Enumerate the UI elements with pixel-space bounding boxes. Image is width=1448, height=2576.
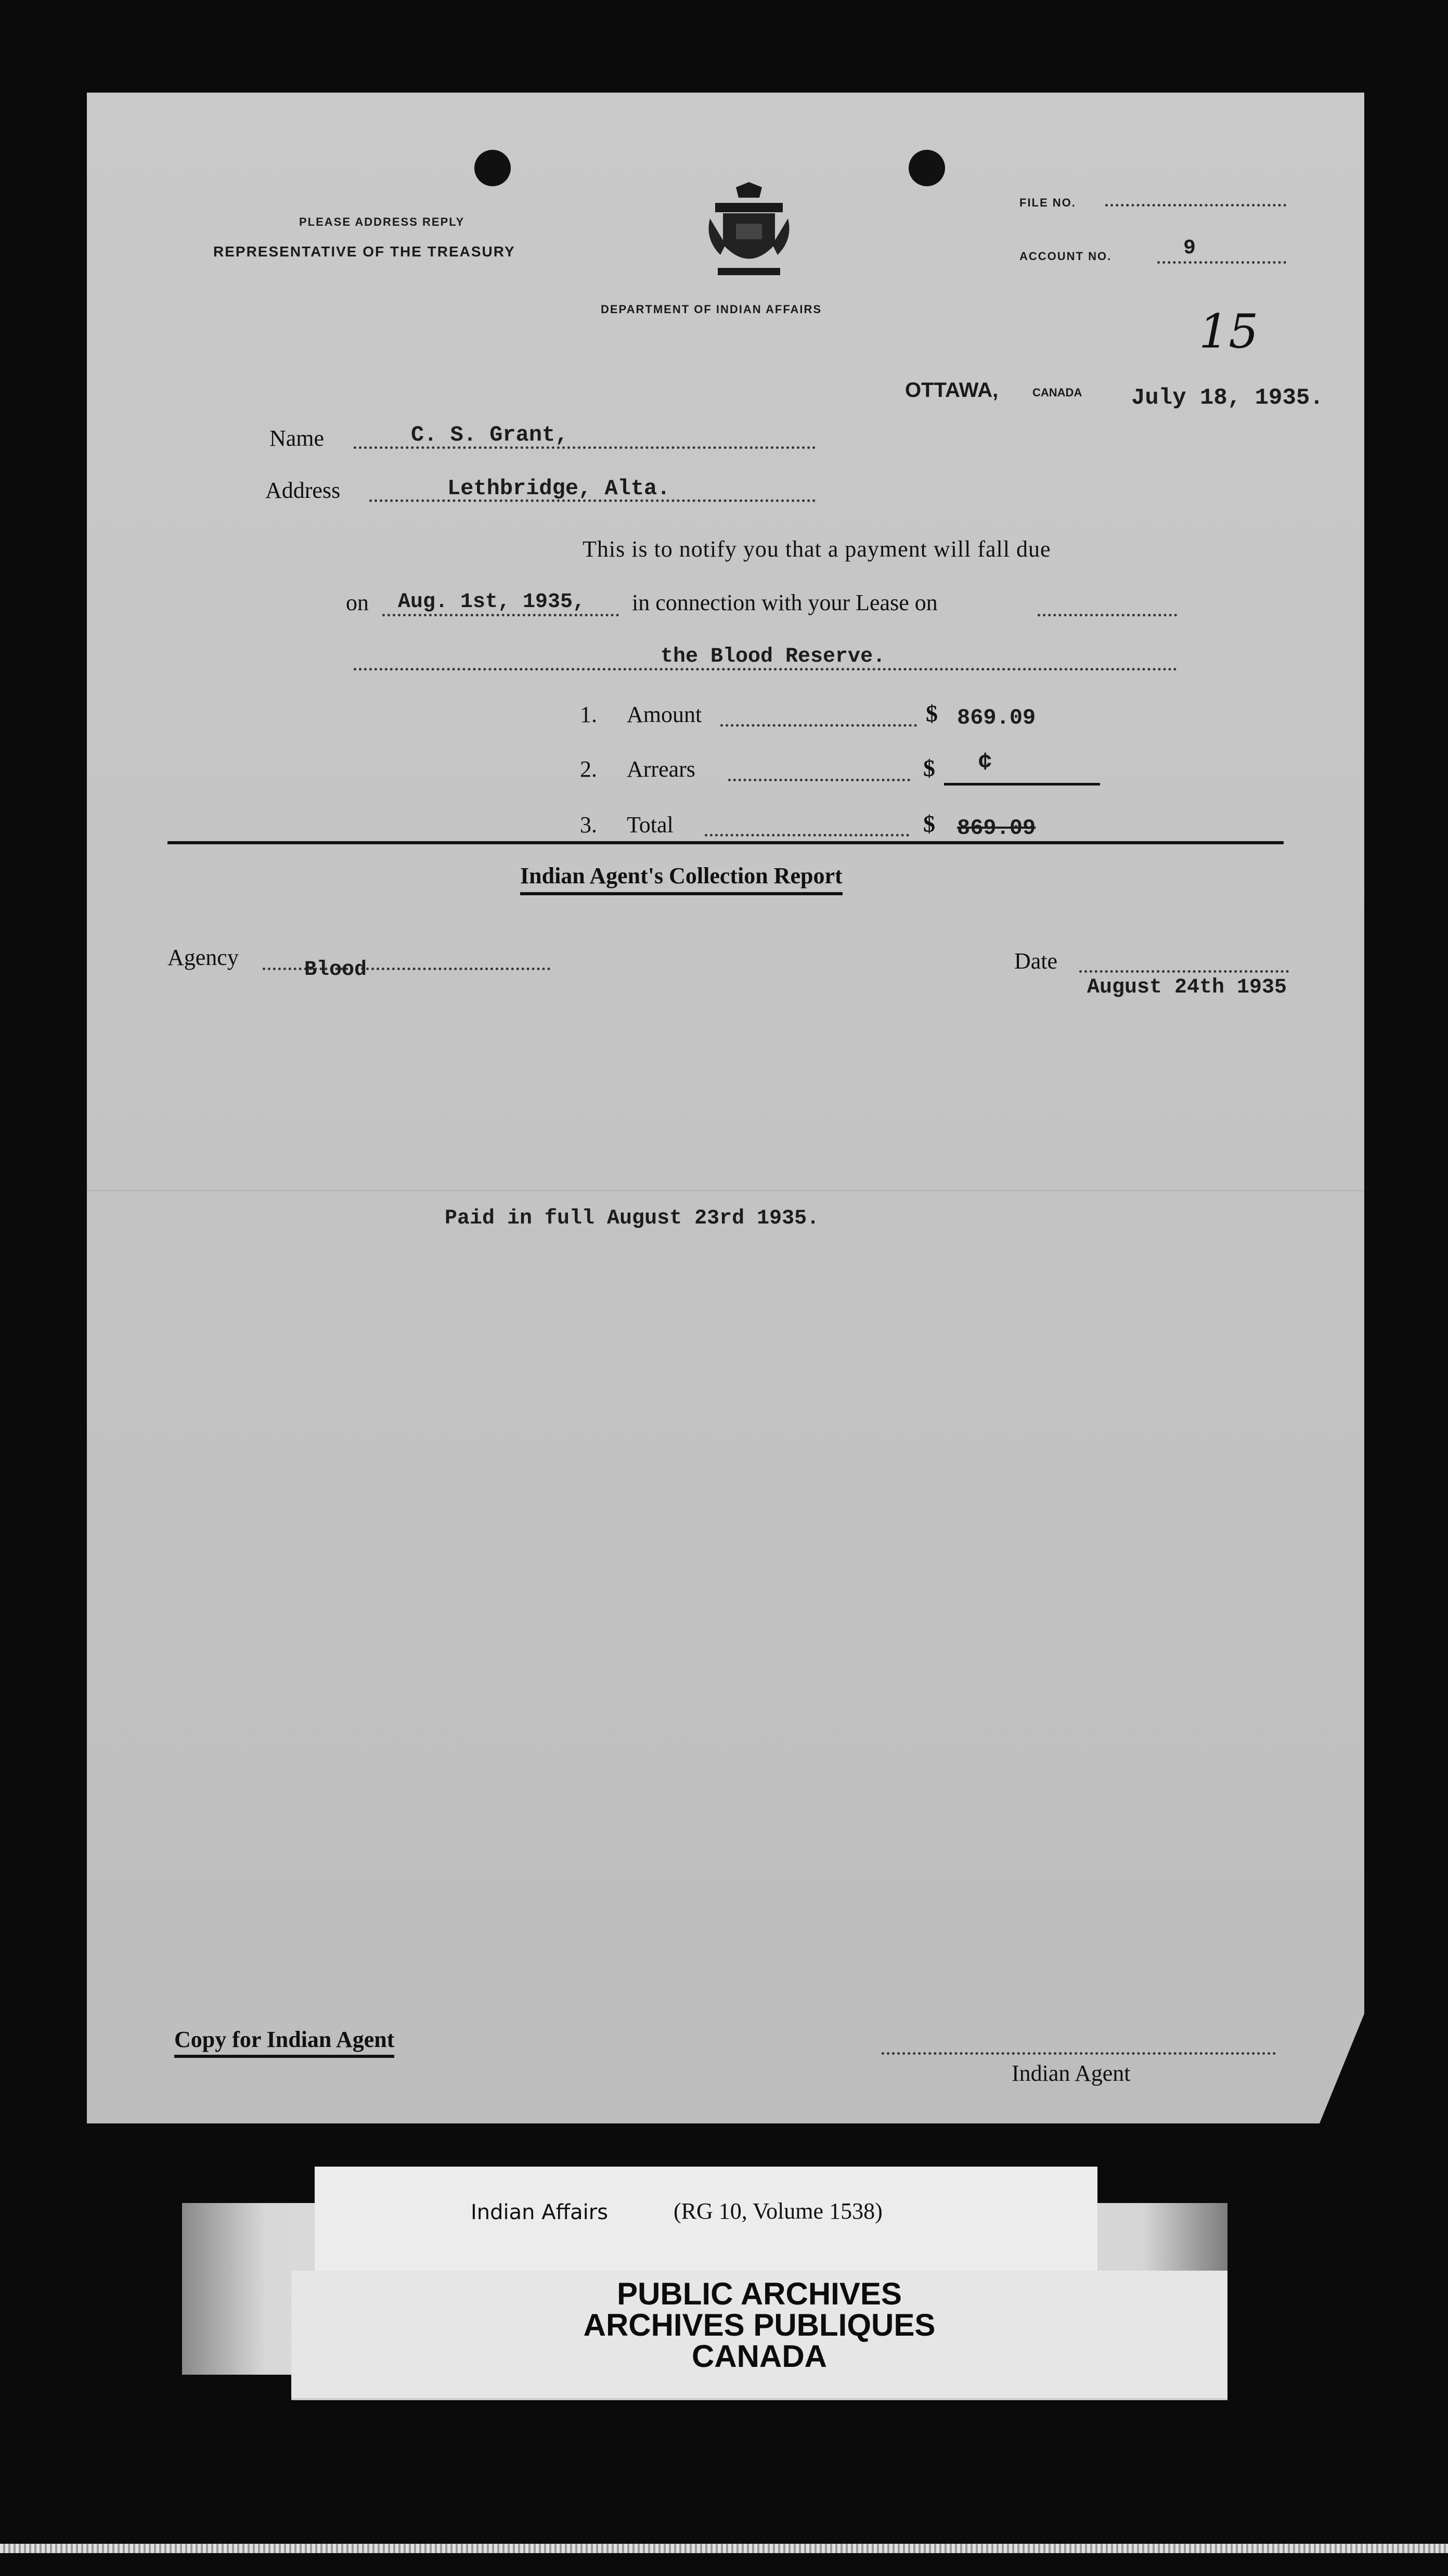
account-no-line bbox=[1157, 261, 1286, 264]
representative-text: REPRESENTATIVE OF THE TREASURY bbox=[213, 243, 515, 260]
place-text: OTTAWA, bbox=[905, 379, 999, 402]
film-edge-strip bbox=[0, 2544, 1448, 2553]
punch-hole bbox=[909, 150, 945, 186]
coat-of-arms-icon bbox=[705, 182, 793, 286]
file-no-line bbox=[1105, 204, 1286, 207]
date-line bbox=[1079, 970, 1289, 973]
name-value: C. S. Grant, bbox=[411, 422, 568, 447]
archives-line1: PUBLIC ARCHIVES bbox=[617, 2276, 902, 2311]
please-address-text: PLEASE ADDRESS REPLY bbox=[299, 215, 465, 228]
handwritten-number: 15 bbox=[1199, 304, 1259, 359]
on-label: on bbox=[346, 590, 369, 615]
notice-line2: in connection with your Lease on bbox=[632, 590, 938, 615]
amount-label: Amount bbox=[627, 702, 702, 727]
account-no-label: ACCOUNT NO. bbox=[1019, 250, 1112, 263]
total-currency: $ bbox=[923, 810, 935, 837]
arrears-dots bbox=[728, 779, 910, 781]
total-label: Total bbox=[627, 812, 674, 838]
total-value: 869.09 bbox=[957, 816, 1036, 841]
item-number: 2. bbox=[580, 756, 597, 782]
letter-date: July 18, 1935. bbox=[1131, 385, 1324, 411]
paid-note: Paid in full August 23rd 1935. bbox=[445, 1207, 820, 1230]
department-text: DEPARTMENT OF INDIAN AFFAIRS bbox=[601, 303, 822, 316]
agency-label: Agency bbox=[167, 945, 239, 970]
copy-for-indian-agent: Copy for Indian Agent bbox=[174, 2026, 394, 2058]
account-no-value: 9 bbox=[1183, 237, 1196, 260]
amount-value: 869.09 bbox=[957, 705, 1036, 730]
agency-value: Blood bbox=[304, 958, 367, 982]
address-value: Lethbridge, Alta. bbox=[447, 476, 670, 501]
item-number: 1. bbox=[580, 702, 597, 727]
amount-dots bbox=[720, 724, 917, 727]
collection-report-title: Indian Agent's Collection Report bbox=[520, 862, 843, 895]
archives-line3: CANADA bbox=[692, 2339, 827, 2374]
country-text: CANADA bbox=[1032, 386, 1082, 399]
volume-reference: (RG 10, Volume 1538) bbox=[674, 2198, 883, 2224]
fold-line bbox=[87, 1190, 1364, 1191]
total-dots bbox=[705, 834, 909, 836]
lease-location: the Blood Reserve. bbox=[661, 645, 886, 668]
date-label: Date bbox=[1014, 948, 1058, 974]
date-value: August 24th 1935 bbox=[1087, 976, 1287, 999]
arrears-currency: $ bbox=[923, 755, 935, 781]
punch-hole bbox=[474, 150, 511, 186]
address-label: Address bbox=[265, 478, 341, 503]
notice-line1: This is to notify you that a payment will fall due bbox=[583, 536, 1051, 562]
due-date-line bbox=[382, 614, 619, 616]
name-label: Name bbox=[269, 426, 325, 451]
lease-line-1 bbox=[1038, 614, 1177, 616]
section-divider bbox=[167, 841, 1284, 844]
signature-line bbox=[882, 2052, 1276, 2055]
item-number: 3. bbox=[580, 812, 597, 838]
amount-currency: $ bbox=[926, 700, 938, 727]
due-date-value: Aug. 1st, 1935, bbox=[398, 590, 586, 614]
series-text: Indian Affairs bbox=[471, 2200, 609, 2224]
arrears-label: Arrears bbox=[627, 756, 695, 782]
arrears-underline bbox=[944, 783, 1100, 785]
archives-stamp-text bbox=[291, 2278, 1227, 2372]
file-no-label: FILE NO. bbox=[1019, 196, 1076, 209]
indian-agent-label: Indian Agent bbox=[1012, 2060, 1131, 2086]
archives-line2: ARCHIVES PUBLIQUES bbox=[583, 2308, 936, 2342]
arrears-value: ¢ bbox=[978, 749, 992, 776]
